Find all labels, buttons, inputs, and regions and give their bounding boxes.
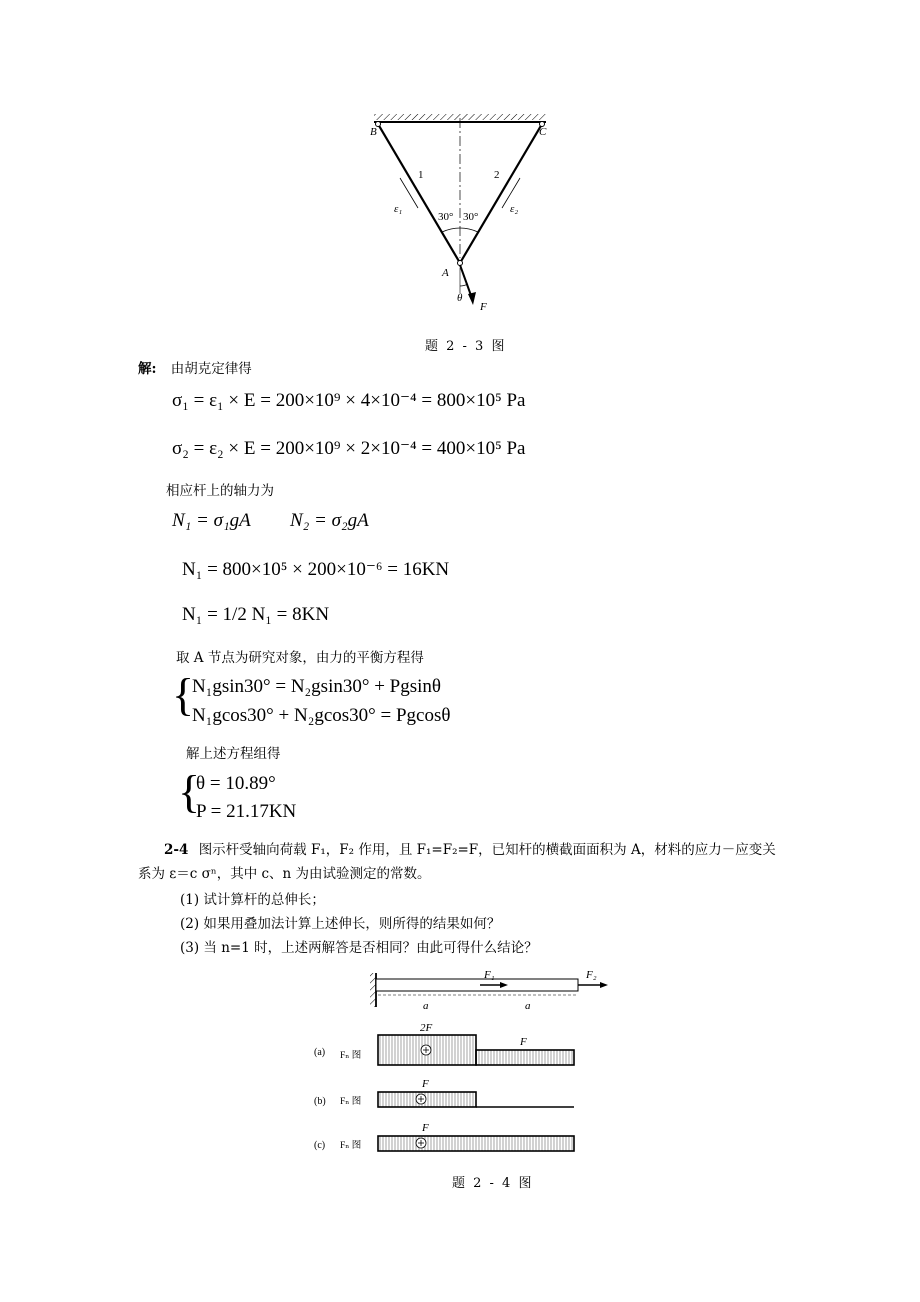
eq-N1-value: N₁ = 800×10⁵ × 200×10⁻⁶ = 16KN: [182, 559, 450, 580]
diagram-c-label: (c): [314, 1140, 326, 1151]
node-text: 取 A 节点为研究对象，由力的平衡方程得: [176, 650, 424, 666]
label-theta: θ: [457, 292, 463, 304]
diagram-a-label: (a): [314, 1047, 326, 1058]
bar-2: [460, 124, 542, 263]
label-eps2: ε₂: [510, 203, 519, 215]
problem-2-4-line1: [164, 838, 864, 858]
system-equation-1: N₁gsin30° = N₂gsin30° + Pgsinθ: [192, 676, 442, 697]
bar-1: [378, 124, 460, 263]
solution-intro: 由胡克定律得: [170, 361, 252, 377]
wall-hatch: [370, 973, 376, 1007]
bar: [376, 979, 578, 991]
result-P: P = 21.17KN: [196, 801, 297, 822]
diagram-c-block: [378, 1136, 574, 1151]
diagram-b-block: [378, 1092, 476, 1107]
label-bar-2: 2: [494, 169, 500, 181]
system-equation-2: N₁gcos30° + N₂gcos30° = Pgcosθ: [192, 705, 451, 726]
eq-N1-definition: N₁ = σ₁gA: [172, 510, 251, 531]
force-F-head: [468, 292, 476, 305]
label-bar-1: 1: [418, 169, 424, 181]
diagram-c-value: F: [422, 1122, 429, 1134]
eq-sigma1: σ₁ = ε₁ × E = 200×10⁹ × 4×10⁻⁴ = 800×10⁵ Pa: [172, 390, 526, 411]
label-C: C: [539, 126, 547, 138]
result-brace: {: [178, 766, 201, 817]
eq-sigma2: σ₂ = ε₂ × E = 200×10⁹ × 2×10⁻⁴ = 400×10⁵ Pa: [172, 438, 526, 459]
dim-a-right: a: [525, 1000, 531, 1012]
system-brace: {: [172, 669, 195, 720]
dim-a-left: a: [423, 1000, 429, 1012]
F1-label: F₁: [484, 969, 495, 981]
diagram-b-label: (b): [314, 1096, 326, 1107]
problem-item-3: (3) 当 n=1 时，上述两解答是否相同？由此可得什么结论？: [180, 940, 538, 956]
label-eps1: ε₁: [394, 203, 403, 215]
figure-2-4: [310, 965, 630, 1165]
figure-2-3: [360, 108, 560, 318]
label-F: F: [480, 301, 487, 313]
F2-arrowhead: [600, 982, 608, 988]
problem-item-2: (2) 如果用叠加法计算上述伸长，则所得的结果如何？: [180, 916, 501, 932]
solve-text: 解上述方程组得: [186, 746, 281, 762]
F2-label: F₂: [586, 969, 597, 981]
problem-item-1: (1) 试计算杆的总伸长；: [180, 892, 325, 908]
solution-label: 解:: [138, 361, 157, 377]
result-theta: θ = 10.89°: [196, 773, 276, 794]
diagram-a-value-left: 2F: [420, 1022, 433, 1034]
diagram-c-fn-label: Fₙ 图: [340, 1141, 362, 1151]
caption-fig-2-3: 题 2 - 3 图: [425, 339, 507, 354]
label-A: A: [442, 267, 449, 279]
diagram-b-value: F: [422, 1078, 429, 1090]
problem-text-1: 图示杆受轴向荷载 F₁，F₂ 作用，且 F₁=F₂=F，已知杆的横截面面积为 A，材料的应力－应变关: [198, 842, 776, 858]
strain-mark-1: [400, 178, 418, 208]
label-angle-left: 30°: [438, 211, 454, 223]
solution-line: [138, 357, 252, 377]
problem-2-4-line2: 系为 ε＝c σⁿ，其中 c、n 为由试验测定的常数。: [138, 866, 431, 882]
eq-N2-definition: N₂ = σ₂gA: [290, 510, 369, 531]
diagram-b-fn-label: Fₙ 图: [340, 1097, 362, 1107]
label-angle-right: 30°: [463, 211, 479, 223]
diagram-a-fn-label: Fₙ 图: [340, 1051, 362, 1061]
axial-force-text: 相应杆上的轴力为: [166, 483, 274, 499]
label-B: B: [370, 126, 377, 138]
diagram-a-value-right: F: [520, 1036, 527, 1048]
pin-A: [458, 261, 463, 266]
problem-number: 2-4: [164, 842, 189, 858]
caption-fig-2-4: 题 2 - 4 图: [452, 1176, 534, 1191]
eq-N1-half: N₁ = 1/2 N₁ = 8KN: [182, 604, 330, 625]
diagram-a-right-block: [476, 1050, 574, 1065]
